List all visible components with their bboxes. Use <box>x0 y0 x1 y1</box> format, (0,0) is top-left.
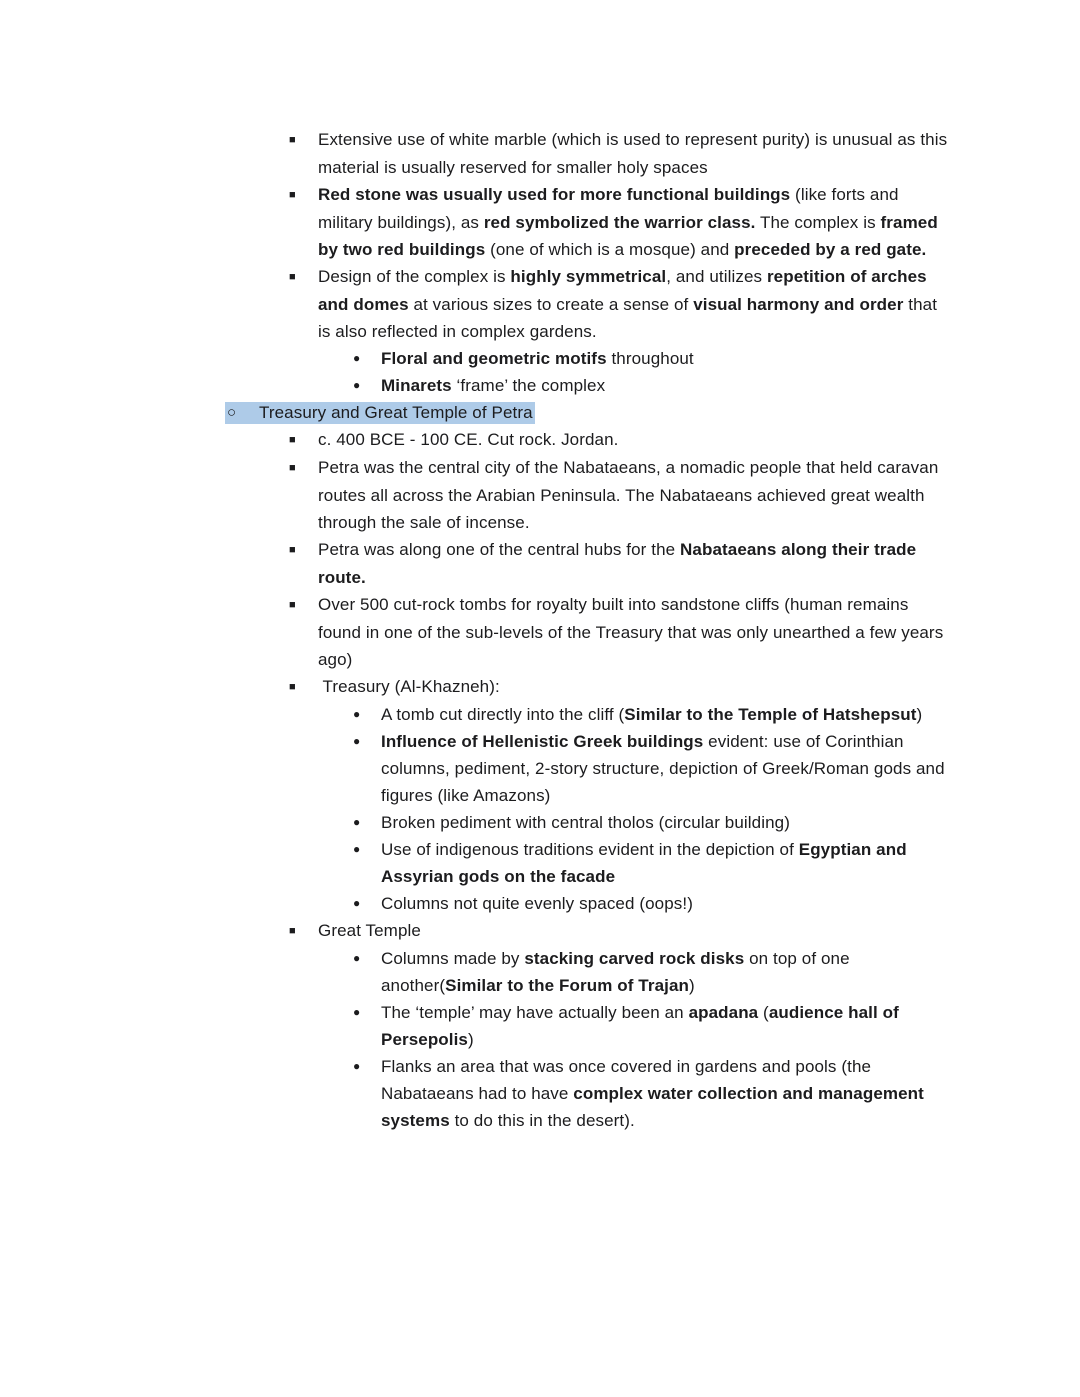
text-segment: Red stone was usually used for more functional buildings <box>318 185 791 204</box>
text-segment: A tomb cut directly into the cliff ( <box>381 705 625 724</box>
text-segment: Extensive use of white marble (which is used to represent purity) is unusual as this material is usually reserved for smaller holy spaces <box>318 130 948 177</box>
line-content <box>289 130 947 177</box>
text-segment: audience hall of Persepolis <box>381 1003 899 1049</box>
list-item <box>0 591 952 673</box>
list-item <box>0 372 952 399</box>
list-item <box>0 345 952 372</box>
line-content <box>289 185 938 259</box>
text-segment: Influence of Hellenistic Greek buildings <box>381 732 704 751</box>
disc-bullet-icon: ● <box>353 896 361 910</box>
text-segment: Egyptian and Assyrian gods on the facade <box>381 840 907 886</box>
text-segment: The complex is <box>755 213 881 232</box>
list-item <box>0 263 952 345</box>
list-item <box>0 1053 952 1134</box>
text-segment: Similar to the Temple of Hatshepsut <box>624 705 917 724</box>
list-item <box>0 126 952 181</box>
disc-bullet-icon: ● <box>353 734 361 748</box>
line-content <box>289 540 916 587</box>
square-bullet-icon: ■ <box>289 544 296 556</box>
square-bullet-icon: ■ <box>289 599 296 611</box>
text-segment: Columns not quite evenly spaced (oops!) <box>381 894 693 913</box>
list-item <box>0 181 952 263</box>
line-content <box>353 840 907 886</box>
text-segment: visual harmony and order <box>693 295 904 314</box>
text-segment: complex water collection and management systems <box>381 1084 924 1130</box>
list-item <box>0 673 952 701</box>
list-item <box>0 454 952 536</box>
list-item <box>0 836 952 890</box>
text-segment: Treasury and Great Temple of Petra <box>259 403 533 422</box>
document-body <box>0 126 952 1134</box>
text-segment: that is also reflected in complex gardens. <box>318 295 938 341</box>
line-content <box>353 813 790 832</box>
square-bullet-icon: ■ <box>289 462 296 474</box>
text-segment: c. 400 BCE - 100 CE. Cut rock. Jordan. <box>318 430 619 449</box>
text-segment: Design of the complex is <box>318 267 511 286</box>
text-segment: Floral and geometric motifs <box>381 349 607 368</box>
text-segment: ) <box>916 705 923 724</box>
disc-bullet-icon: ● <box>353 378 361 392</box>
line-content <box>353 1057 924 1130</box>
text-segment: (like forts and military buildings), as <box>318 185 899 232</box>
text-segment: throughout <box>606 349 694 368</box>
line-content <box>353 705 922 724</box>
text-segment: framed by two red buildings <box>318 213 938 259</box>
list-item <box>0 426 952 454</box>
list-item <box>0 399 952 426</box>
square-bullet-icon: ■ <box>289 134 296 146</box>
text-segment: ( <box>758 1003 769 1022</box>
text-segment: red symbolized the warrior class. <box>483 213 756 232</box>
text-segment: highly symmetrical <box>510 267 667 286</box>
text-segment: at various sizes to create a sense of <box>408 295 694 314</box>
line-content <box>353 1003 899 1049</box>
disc-bullet-icon: ● <box>353 351 361 365</box>
line-content <box>289 267 937 341</box>
text-segment: evident: use of Corinthian columns, pediment, 2-story structure, depiction of Greek/Roman gods and figures (like Amazons) <box>381 732 945 805</box>
line-content <box>353 349 694 368</box>
line-content <box>353 376 605 395</box>
list-item <box>0 945 952 999</box>
highlighted-line <box>225 402 535 424</box>
square-bullet-icon: ■ <box>289 925 296 937</box>
text-segment: ) <box>689 976 695 995</box>
text-segment: Similar to the Forum of Trajan <box>445 976 689 995</box>
text-segment: Petra was along one of the central hubs for the <box>318 540 681 559</box>
text-segment: Great Temple <box>318 921 421 940</box>
list-item <box>0 809 952 836</box>
disc-bullet-icon: ● <box>353 951 361 965</box>
square-bullet-icon: ■ <box>289 434 296 446</box>
text-segment: Use of indigenous traditions evident in the depiction of <box>381 840 799 859</box>
text-segment: stacking carved rock disks <box>524 949 745 968</box>
list-item <box>0 536 952 591</box>
disc-bullet-icon: ● <box>353 815 361 829</box>
list-item <box>0 728 952 809</box>
text-segment: Broken pediment with central tholos (circular building) <box>381 813 790 832</box>
line-content <box>289 430 619 449</box>
text-segment: (one of which is a mosque) and <box>485 240 735 259</box>
text-segment: to do this in the desert). <box>449 1111 635 1130</box>
text-segment: The ‘temple’ may have actually been an <box>381 1003 689 1022</box>
text-segment: ‘frame’ the complex <box>451 376 606 395</box>
text-segment: Nabataeans along their trade route. <box>318 540 917 587</box>
text-segment: Minarets <box>381 376 452 395</box>
line-content <box>289 458 938 532</box>
text-segment: ) <box>468 1030 474 1049</box>
text-segment: preceded by a red gate. <box>734 240 927 259</box>
text-segment: Over 500 cut-rock tombs for royalty built into sandstone cliffs (human remains found in one of the sub-levels of the Treasury that was only unearthed a few years ago) <box>318 595 944 669</box>
list-item <box>0 999 952 1053</box>
square-bullet-icon: ■ <box>289 271 296 283</box>
text-segment: Petra was the central city of the Nabataeans, a nomadic people that held caravan routes all across the Arabian Peninsula. The Nabataeans achieved great wealth through the sale of incense. <box>318 458 939 532</box>
text-segment: , and utilizes <box>666 267 767 286</box>
disc-bullet-icon: ● <box>353 842 361 856</box>
text-segment: repetition of arches and domes <box>318 267 927 314</box>
list-item <box>0 701 952 728</box>
list-item <box>0 917 952 945</box>
line-content <box>353 949 850 995</box>
line-content <box>289 921 421 940</box>
text-segment: Flanks an area that was once covered in gardens and pools (the Nabataeans had to have <box>381 1057 872 1103</box>
text-segment: apadana <box>688 1003 759 1022</box>
disc-bullet-icon: ● <box>353 1059 361 1073</box>
line-content <box>289 595 943 669</box>
text-segment: Treasury (Al-Khazneh): <box>318 677 500 696</box>
line-content <box>353 894 693 913</box>
disc-bullet-icon: ● <box>353 707 361 721</box>
list-item <box>0 890 952 917</box>
circle-bullet-icon: ○ <box>227 404 237 421</box>
text-segment: Columns made by <box>381 949 525 968</box>
line-content <box>289 677 500 696</box>
square-bullet-icon: ■ <box>289 189 296 201</box>
disc-bullet-icon: ● <box>353 1005 361 1019</box>
text-segment: on top of one another( <box>381 949 850 995</box>
line-content <box>353 732 945 805</box>
square-bullet-icon: ■ <box>289 681 296 693</box>
